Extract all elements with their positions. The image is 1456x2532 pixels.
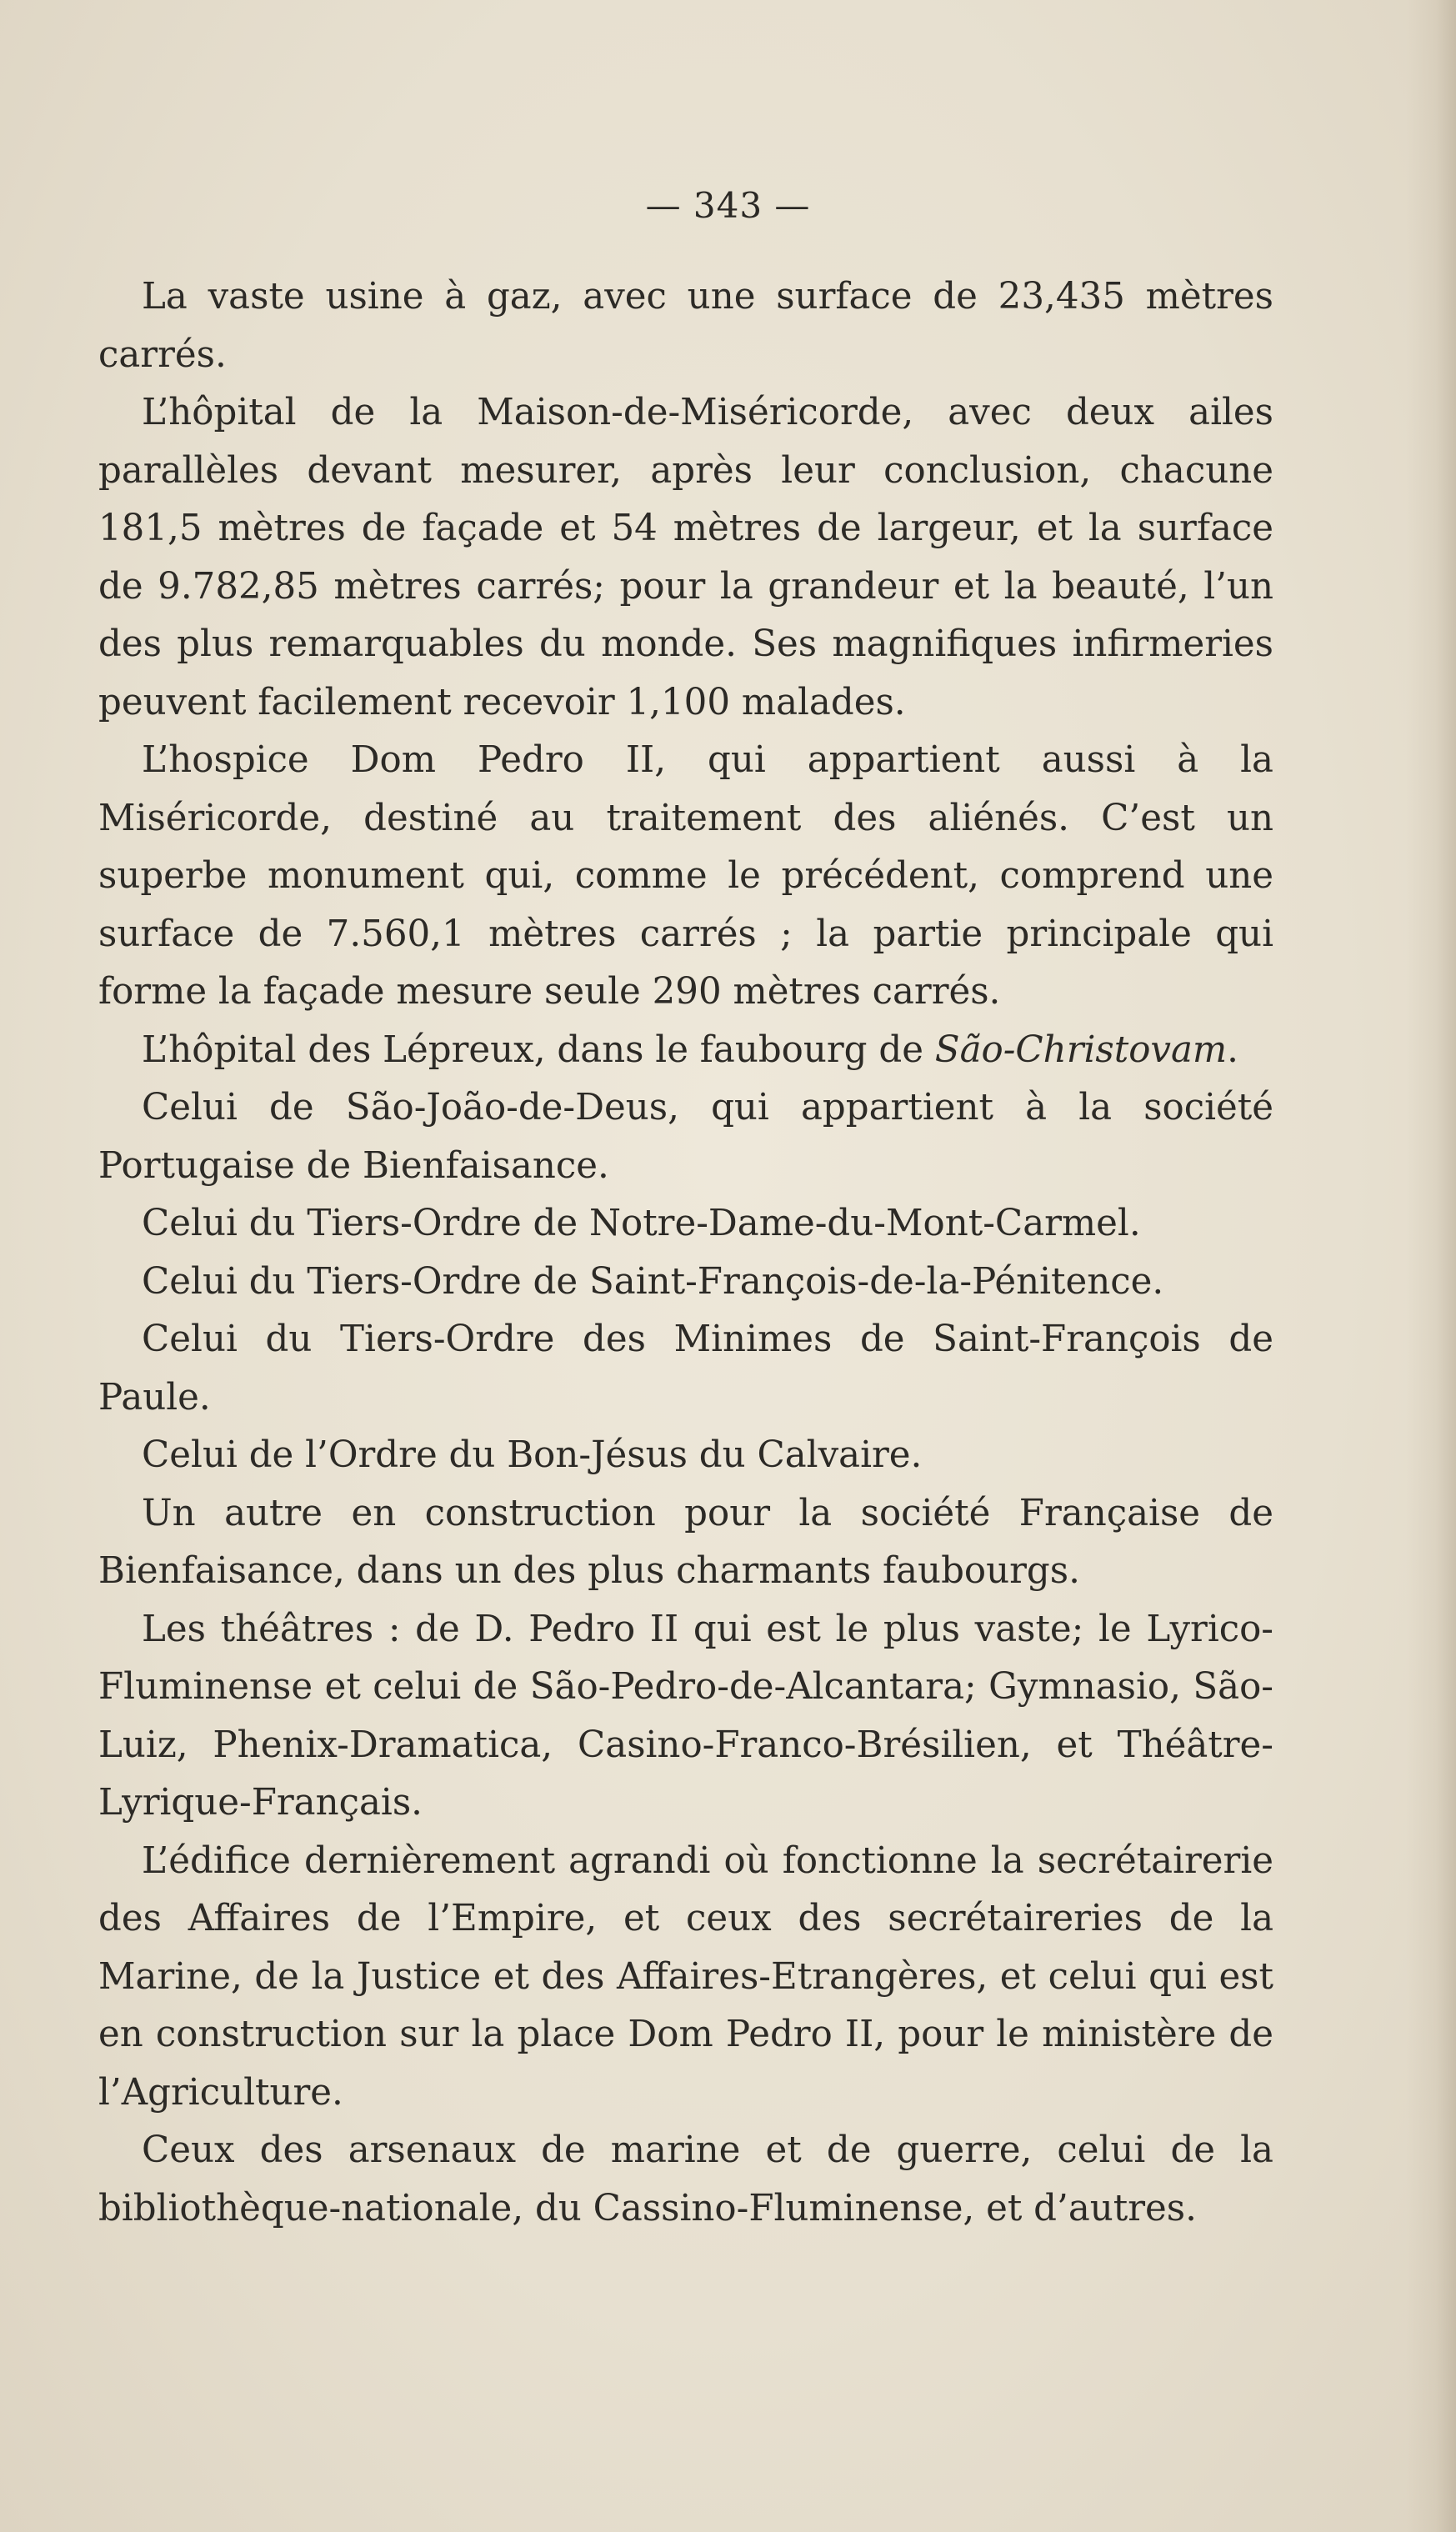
page-number: — 343 — <box>645 185 811 226</box>
paragraph-lepers-hospital <box>98 1022 1273 1080</box>
paragraph-lepers-tail: . <box>1227 1028 1238 1071</box>
paragraph-french-society: Un autre en construction pour la société Française de Bienfaisance, dans un des plus charmants faubourgs. <box>98 1492 1273 1592</box>
paragraph-theatres: Les théâtres : de D. Pedro II qui est le plus vaste; le Lyrico-Fluminense et celui de São-Pedro-de-Alcantara; Gymnasio, São-Luiz, Phenix-Dramatica, Casino-Franco-Brésilien, et Théâtre-Lyrique-Français. <box>98 1608 1273 1824</box>
body-text <box>98 268 1273 2238</box>
page-spine-shadow <box>1406 0 1456 2532</box>
paragraph-lepers-italic: São-Christovam <box>934 1028 1228 1071</box>
paragraph-dom-pedro-hospice: L’hospice Dom Pedro II, qui appartient aussi à la Miséricorde, destiné au traitement des aliénés. C’est un superbe monument qui, comme le précédent, comprend une surface de 7.560,1 mètres carrés ; la partie principale qui forme la façade mesure seule 290 mètres carrés. <box>98 739 1273 1013</box>
paragraph-penitence: Celui du Tiers-Ordre de Saint-François-de-la-Pénitence. <box>142 1260 1164 1303</box>
paragraph-secretariats: L’édifice dernièrement agrandi où fonctionne la secrétairerie des Affaires de l’Empire, et ceux des secrétaireries de la Marine, de la Justice et des Affaires-Etrangères, et celui qui est en construction sur la place Dom Pedro II, pour le ministère de l’Agriculture. <box>98 1839 1273 2114</box>
paragraph-gas-works: La vaste usine à gaz, avec une surface de 23,435 mètres carrés. <box>98 276 1273 376</box>
paragraph-bon-jesus: Celui de l’Ordre du Bon-Jésus du Calvaire. <box>142 1434 923 1476</box>
paragraph-misericordia-hospital: L’hôpital de la Maison-de-Miséricorde, avec deux ailes parallèles devant mesurer, après leur conclusion, chacune 181,5 mètres de façade et 54 mètres de largeur, et la surface de 9.782,85 mètres carrés; pour la grandeur et la beauté, l’un des plus remarquables du monde. Ses magnifiques infirmeries peuvent facilement recevoir 1,100 malades. <box>98 392 1273 723</box>
paragraph-lepers-text: L’hôpital des Lépreux, dans le faubourg de <box>142 1028 935 1071</box>
paragraph-minimes: Celui du Tiers-Ordre des Minimes de Saint-François de Paule. <box>98 1319 1273 1419</box>
paragraph-sao-joao: Celui de São-João-de-Deus, qui appartient à la société Portugaise de Bienfaisance. <box>98 1087 1273 1187</box>
paragraph-mont-carmel: Celui du Tiers-Ordre de Notre-Dame-du-Mont-Carmel. <box>142 1203 1141 1244</box>
paragraph-arsenals: Ceux des arsenaux de marine et de guerre, celui de la bibliothèque-nationale, du Cassino-Fluminense, et d’autres. <box>98 2129 1273 2229</box>
